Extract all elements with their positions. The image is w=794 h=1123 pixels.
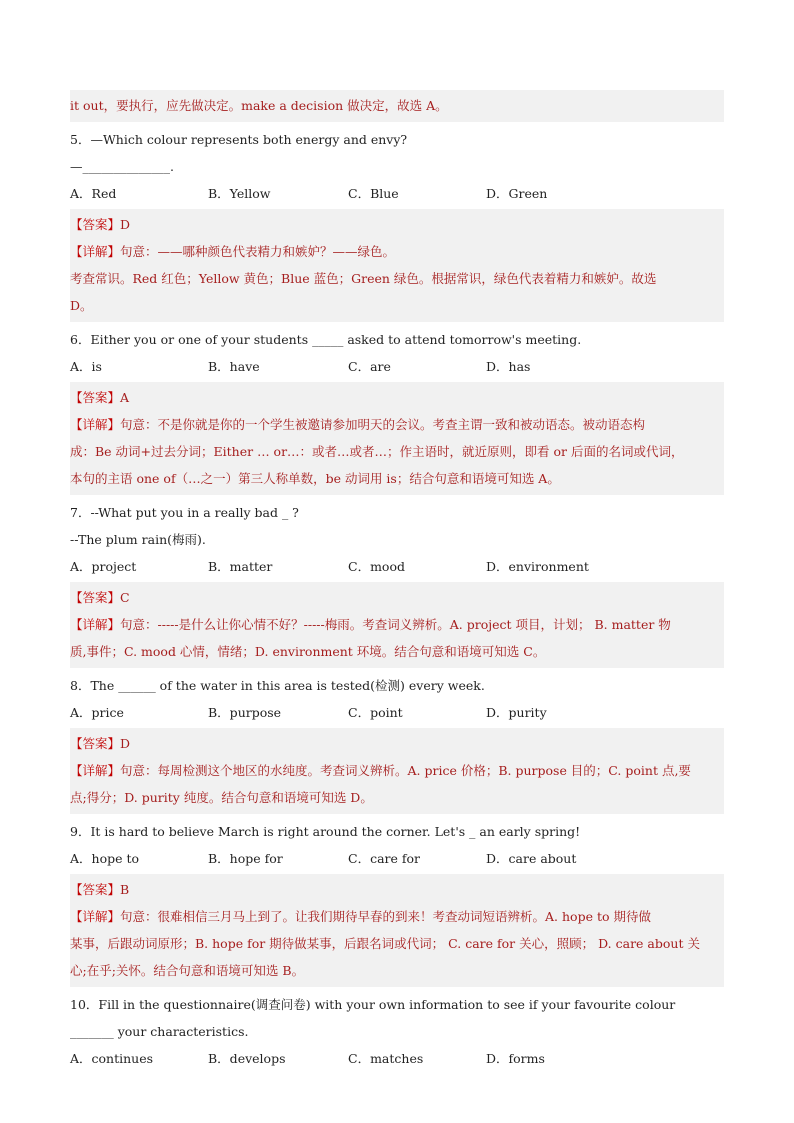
question-5-options (70, 180, 724, 207)
question-6 (70, 326, 724, 495)
detail-line: 点;得分；D. purity 纯度。结合句意和语境可知选 D。 (70, 790, 373, 805)
question-5-stem-line2: —______________. (70, 159, 174, 174)
detail-line: 句意：不是你就是你的一个学生被邀请参加明天的会议。考查主谓一致和被动语态。被动语态构 (120, 417, 646, 432)
option-c: C．matches (348, 1051, 424, 1066)
detail-line: D。 (70, 298, 93, 313)
question-8-options (70, 699, 724, 726)
question-6-options (70, 353, 724, 380)
option-c: C．Blue (348, 186, 399, 201)
detail-tag: 【详解】 (70, 417, 121, 432)
question-10-stem: 10．Fill in the questionnaire(调查问卷) with your own information to see if your favourite colour (70, 997, 676, 1012)
option-d: D．care about (486, 851, 577, 866)
question-9-answer-box (70, 874, 724, 987)
question-5 (70, 126, 724, 322)
detail-tag: 【详解】 (70, 763, 121, 778)
detail-line: 心;在乎;关怀。结合句意和语境可知选 B。 (70, 963, 305, 978)
option-a: A．continues (70, 1051, 154, 1066)
detail-line: 某事，后跟动词原形；B. hope for 期待做某事，后跟名词或代词； C. care for 关心，照顾； D. care about 关 (70, 936, 700, 951)
option-c: C．mood (348, 559, 405, 574)
option-d: D．forms (486, 1051, 545, 1066)
detail-line: 成：Be 动词+过去分词；Either … or…：或者…或者…；作主语时，就近原则，即看 or 后面的名词或代词， (70, 444, 684, 459)
question-7-stem-line2: --The plum rain(梅雨). (70, 532, 206, 547)
question-9-options (70, 845, 724, 872)
question-6-stem: 6．Either you or one of your students _____ asked to attend tomorrow's meeting. (70, 332, 582, 347)
question-10 (70, 991, 724, 1072)
content-area (70, 90, 724, 1074)
option-d: D．has (486, 359, 531, 374)
detail-tag: 【详解】 (70, 909, 121, 924)
option-a: A．project (70, 559, 137, 574)
detail-line: 句意：——哪种颜色代表精力和嫉妒？——绿色。 (120, 244, 396, 259)
answer-tag: 【答案】 (70, 217, 121, 232)
detail-line: 句意：每周检测这个地区的水纯度。考查词义辨析。A. price 价格；B. purpose 目的；C. point 点,要 (120, 763, 691, 778)
option-c: C．care for (348, 851, 420, 866)
answer-tag: 【答案】 (70, 882, 121, 897)
answer-value: D (120, 736, 131, 751)
option-b: B．purpose (208, 705, 282, 720)
answer-tag: 【答案】 (70, 736, 121, 751)
detail-tag: 【详解】 (70, 244, 121, 259)
option-b: B．develops (208, 1051, 286, 1066)
question-6-answer-box (70, 382, 724, 495)
question-8 (70, 672, 724, 814)
question-8-stem: 8．The ______ of the water in this area is tested(检测) every week. (70, 678, 485, 693)
question-9-stem: 9．It is hard to believe March is right around the corner. Let's _ an early spring! (70, 824, 581, 839)
answer-value: B (120, 882, 130, 897)
detail-line: 考查常识。Red 红色；Yellow 黄色；Blue 蓝色；Green 绿色。根据常识，绿色代表着精力和嫉妒。故选 (70, 271, 657, 286)
previous-explanation-box (70, 90, 724, 122)
option-b: B．have (208, 359, 260, 374)
answer-value: D (120, 217, 131, 232)
option-a: A．price (70, 705, 124, 720)
option-d: D．purity (486, 705, 547, 720)
question-9 (70, 818, 724, 987)
question-7-stem: 7．--What put you in a really bad _ ? (70, 505, 299, 520)
answer-tag: 【答案】 (70, 590, 121, 605)
option-d: D．environment (486, 559, 589, 574)
answer-value: A (120, 390, 130, 405)
option-c: C．are (348, 359, 391, 374)
answer-value: C (120, 590, 130, 605)
option-a: A．Red (70, 186, 117, 201)
question-7-options (70, 553, 724, 580)
question-10-options (70, 1045, 724, 1072)
option-c: C．point (348, 705, 403, 720)
option-b: B．Yellow (208, 186, 271, 201)
option-b: B．hope for (208, 851, 283, 866)
question-10-stem-line2: _______ your characteristics. (70, 1024, 249, 1039)
option-d: D．Green (486, 186, 548, 201)
detail-line: 句意：很难相信三月马上到了。让我们期待早春的到来！考查动词短语辨析。A. hope to 期待做 (120, 909, 651, 924)
question-5-answer-box (70, 209, 724, 322)
question-7-answer-box (70, 582, 724, 668)
option-a: A．is (70, 359, 102, 374)
detail-tag: 【详解】 (70, 617, 121, 632)
question-5-stem: 5．—Which colour represents both energy and envy? (70, 132, 408, 147)
answer-tag: 【答案】 (70, 390, 121, 405)
question-8-answer-box (70, 728, 724, 814)
detail-line: 本句的主语 one of（…之一）第三人称单数，be 动词用 is；结合句意和语境可知选 A。 (70, 471, 560, 486)
detail-line: 质,事件；C. mood 心情，情绪；D. environment 环境。结合句意和语境可知选 C。 (70, 644, 546, 659)
option-a: A．hope to (70, 851, 140, 866)
detail-line: 句意：-----是什么让你心情不好？-----梅雨。考查词义辨析。A. project 项目，计划； B. matter 物 (120, 617, 671, 632)
previous-explanation-text: it out，要执行，应先做决定。make a decision 做决定，故选 A。 (70, 98, 448, 113)
option-b: B．matter (208, 559, 273, 574)
question-7 (70, 499, 724, 668)
